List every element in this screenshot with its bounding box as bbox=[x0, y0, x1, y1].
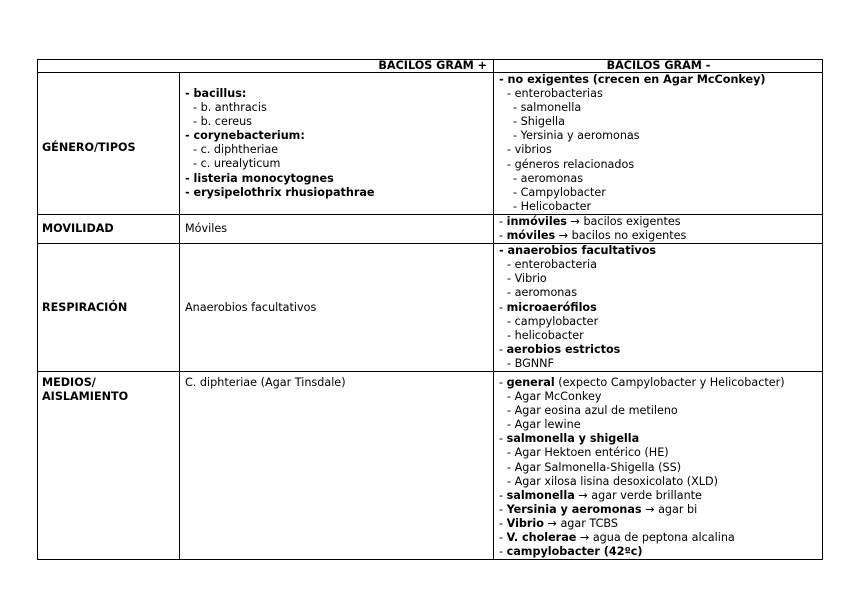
list-item: - corynebacterium: bbox=[185, 129, 305, 143]
list-item: - Agar eosina azul de metileno bbox=[507, 404, 678, 418]
list-item: - campylobacter bbox=[507, 314, 599, 328]
table-row-medios bbox=[38, 371, 823, 559]
respiracion-positive-cell: Anaerobios facultativos bbox=[180, 244, 494, 372]
list-item: - bacillus: bbox=[185, 87, 247, 100]
list-item: - b. cereus bbox=[193, 115, 252, 129]
list-item: - V. cholerae → agua de peptona alcalina bbox=[499, 531, 735, 544]
bacilli-comparison-table bbox=[37, 59, 823, 560]
list-item: - vibrios bbox=[507, 143, 552, 157]
movilidad-positive-cell: Móviles bbox=[180, 214, 494, 243]
list-item: - aerobios estrictos bbox=[499, 342, 621, 356]
list-item: - Yersinia y aeromonas bbox=[513, 129, 640, 143]
list-item: - Agar Hektoen entérico (HE) bbox=[507, 446, 669, 460]
header-gram-negative: BACILOS GRAM - bbox=[606, 59, 711, 72]
list-item: - Shigella bbox=[513, 115, 565, 129]
header-gram-negative-cell bbox=[494, 60, 823, 73]
row-label-genero: GÉNERO/TIPOS bbox=[38, 73, 180, 215]
list-item: - Campylobacter bbox=[513, 185, 606, 199]
row-label-medios: MEDIOS/ AISLAMIENTO bbox=[38, 371, 180, 559]
list-item: - Agar lewine bbox=[507, 418, 581, 432]
list-item: - erysipelothrix rhusiopathrae bbox=[185, 185, 375, 199]
list-item: - aeromonas bbox=[507, 286, 578, 300]
list-item: - listeria monocytognes bbox=[185, 171, 334, 185]
genero-negative-cell bbox=[494, 73, 823, 215]
list-item: - Agar xilosa lisina desoxicolato (XLD) bbox=[507, 474, 718, 488]
list-item: - general (expecto Campylobacter y Helicobacter) bbox=[499, 375, 785, 389]
list-item: - aeromonas bbox=[513, 171, 584, 185]
list-item: - inmóviles → bacilos exigentes bbox=[499, 214, 681, 228]
list-item: - c. diphtheriae bbox=[193, 143, 279, 157]
header-corner-cell bbox=[38, 60, 494, 73]
list-item: - Agar Salmonella-Shigella (SS) bbox=[507, 460, 682, 474]
table-row-respiracion bbox=[38, 244, 823, 372]
list-item: - helicobacter bbox=[507, 328, 584, 342]
list-item: - enterobacterias bbox=[507, 87, 603, 101]
list-item: - salmonella y shigella bbox=[499, 432, 640, 446]
row-label-respiracion: RESPIRACIÓN bbox=[38, 244, 180, 372]
list-item: - Vibrio bbox=[507, 272, 547, 286]
list-item: - enterobacteria bbox=[507, 258, 597, 272]
header-gram-positive: BACILOS GRAM + bbox=[378, 59, 488, 72]
respiracion-negative-cell bbox=[494, 244, 823, 372]
medios-negative-cell bbox=[494, 371, 823, 559]
list-item: - microaerófilos bbox=[499, 300, 597, 314]
list-item: - anaerobios facultativos bbox=[499, 244, 657, 258]
header-row bbox=[38, 60, 823, 73]
list-item: - Agar McConkey bbox=[507, 390, 602, 404]
row-label-movilidad: MOVILIDAD bbox=[38, 214, 180, 243]
genero-positive-cell bbox=[180, 73, 494, 215]
list-item: - campylobacter (42ºc) bbox=[499, 545, 643, 559]
list-item: - Vibrio → agar TCBS bbox=[499, 516, 618, 530]
list-item: - b. anthracis bbox=[193, 101, 267, 115]
list-item: - c. urealyticum bbox=[193, 157, 281, 171]
list-item: - BGNNF bbox=[507, 356, 554, 370]
list-item: - géneros relacionados bbox=[507, 157, 635, 171]
table-row-genero bbox=[38, 73, 823, 215]
movilidad-negative-cell bbox=[494, 214, 823, 243]
list-item: - Helicobacter bbox=[513, 199, 592, 213]
list-item: - Yersinia y aeromonas → agar bi bbox=[499, 502, 698, 516]
list-item: - salmonella bbox=[513, 101, 582, 115]
table-row-movilidad bbox=[38, 214, 823, 243]
list-item: - no exigentes (crecen en Agar McConkey) bbox=[499, 73, 766, 86]
medios-positive-cell: C. diphteriae (Agar Tinsdale) bbox=[180, 371, 494, 559]
list-item: - móviles → bacilos no exigentes bbox=[499, 229, 687, 243]
list-item: - salmonella → agar verde brillante bbox=[499, 488, 702, 502]
